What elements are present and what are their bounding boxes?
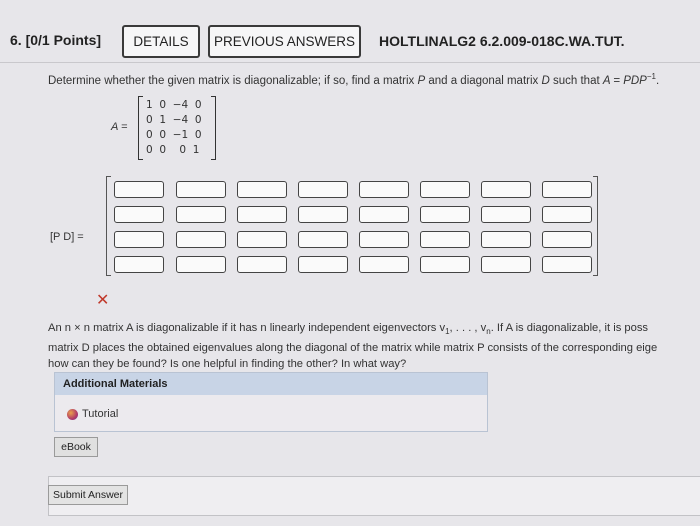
prompt-var-d: D bbox=[541, 74, 550, 87]
hint-line-1-mid: , . . . , v bbox=[449, 322, 487, 334]
matrix-a-row: 0 1 −4 0 bbox=[146, 114, 202, 126]
prompt-equation: A = PDP bbox=[602, 74, 647, 87]
tutorial-label: Tutorial bbox=[82, 408, 119, 420]
pd-input-cell[interactable] bbox=[420, 206, 470, 223]
pd-input-cell[interactable] bbox=[176, 181, 226, 198]
previous-answers-button[interactable]: PREVIOUS ANSWERS bbox=[208, 25, 361, 58]
pd-input-cell[interactable] bbox=[420, 231, 470, 248]
header-divider bbox=[0, 62, 700, 63]
pd-input-cell[interactable] bbox=[481, 256, 531, 273]
matrix-a-row: 0 0 0 1 bbox=[146, 144, 200, 156]
prompt-exponent: −1 bbox=[646, 72, 656, 81]
matrix-a bbox=[138, 96, 216, 160]
pd-input-cell[interactable] bbox=[114, 181, 164, 198]
prompt-text-after: such that bbox=[549, 74, 603, 87]
pd-input-cell[interactable] bbox=[420, 256, 470, 273]
pd-input-cell[interactable] bbox=[114, 206, 164, 223]
course-code: HOLTLINALG2 6.2.009-018C.WA.TUT. bbox=[379, 33, 625, 49]
question-header bbox=[0, 18, 700, 64]
pd-left-bracket bbox=[106, 176, 111, 276]
hint-sub-1: 1 bbox=[445, 327, 450, 337]
pd-input-cell[interactable] bbox=[420, 181, 470, 198]
additional-materials-title: Additional Materials bbox=[55, 373, 487, 395]
hint-line-3: how can they be found? Is one helpful in finding the other? In what way? bbox=[48, 358, 407, 371]
question-number: 6. [0/1 Points] bbox=[10, 32, 102, 48]
tutorial-icon bbox=[67, 409, 78, 420]
prompt-end: . bbox=[655, 74, 660, 87]
pd-input-cell[interactable] bbox=[359, 181, 409, 198]
pd-label: [P D] = bbox=[50, 231, 84, 243]
pd-input-cell[interactable] bbox=[359, 206, 409, 223]
x-mark-icon: ✕ bbox=[96, 292, 110, 309]
pd-input-cell[interactable] bbox=[359, 256, 409, 273]
pd-answer-grid bbox=[106, 176, 598, 276]
submit-area bbox=[48, 476, 700, 516]
hint-text bbox=[48, 320, 700, 372]
pd-input-cell[interactable] bbox=[298, 256, 348, 273]
pd-input-cell[interactable] bbox=[298, 181, 348, 198]
pd-input-cell[interactable] bbox=[114, 231, 164, 248]
additional-materials-panel bbox=[54, 372, 488, 432]
tutorial-link[interactable] bbox=[67, 408, 118, 420]
pd-input-cell[interactable] bbox=[359, 231, 409, 248]
pd-input-cell[interactable] bbox=[542, 231, 592, 248]
pd-input-cell[interactable] bbox=[542, 206, 592, 223]
pd-input-cell[interactable] bbox=[176, 231, 226, 248]
pd-input-cell[interactable] bbox=[481, 206, 531, 223]
question-prompt bbox=[48, 72, 659, 87]
pd-input-cell[interactable] bbox=[542, 256, 592, 273]
pd-input-cell[interactable] bbox=[237, 231, 287, 248]
pd-input-cell[interactable] bbox=[298, 206, 348, 223]
pd-input-cell[interactable] bbox=[176, 206, 226, 223]
prompt-var-p: P bbox=[417, 74, 426, 87]
pd-input-cell[interactable] bbox=[237, 206, 287, 223]
matrix-a-row: 0 0 −1 0 bbox=[146, 129, 202, 141]
matrix-a-left-bracket bbox=[138, 96, 143, 160]
pd-input-cell[interactable] bbox=[542, 181, 592, 198]
pd-input-cell[interactable] bbox=[237, 256, 287, 273]
details-button[interactable]: DETAILS bbox=[122, 25, 200, 58]
hint-line-2: matrix D places the obtained eigenvalues along the diagonal of the matrix while matrix P consists of the corresponding eige bbox=[48, 342, 658, 355]
hint-line-1 bbox=[48, 320, 700, 340]
submit-answer-button[interactable]: Submit Answer bbox=[48, 485, 128, 505]
ebook-button[interactable]: eBook bbox=[54, 437, 98, 457]
pd-input-cell[interactable] bbox=[237, 181, 287, 198]
pd-input-cell[interactable] bbox=[298, 231, 348, 248]
prompt-text-mid: and a diagonal matrix bbox=[425, 74, 542, 87]
pd-input-cell[interactable] bbox=[176, 256, 226, 273]
matrix-a-label: A = bbox=[111, 121, 128, 133]
pd-right-bracket bbox=[593, 176, 598, 276]
pd-input-cell[interactable] bbox=[114, 256, 164, 273]
pd-input-cell[interactable] bbox=[481, 181, 531, 198]
prompt-text-before: Determine whether the given matrix is diagonalizable; if so, find a matrix bbox=[48, 74, 418, 87]
hint-line-1-end: . If A is diagonalizable, it is poss bbox=[490, 322, 649, 334]
matrix-a-right-bracket bbox=[211, 96, 216, 160]
hint-sub-n: n bbox=[486, 327, 491, 337]
hint-line-1-text: An n × n matrix A is diagonalizable if it has n linearly independent eigenvectors v bbox=[48, 322, 446, 334]
pd-input-cell[interactable] bbox=[481, 231, 531, 248]
matrix-a-row: 1 0 −4 0 bbox=[146, 99, 202, 111]
